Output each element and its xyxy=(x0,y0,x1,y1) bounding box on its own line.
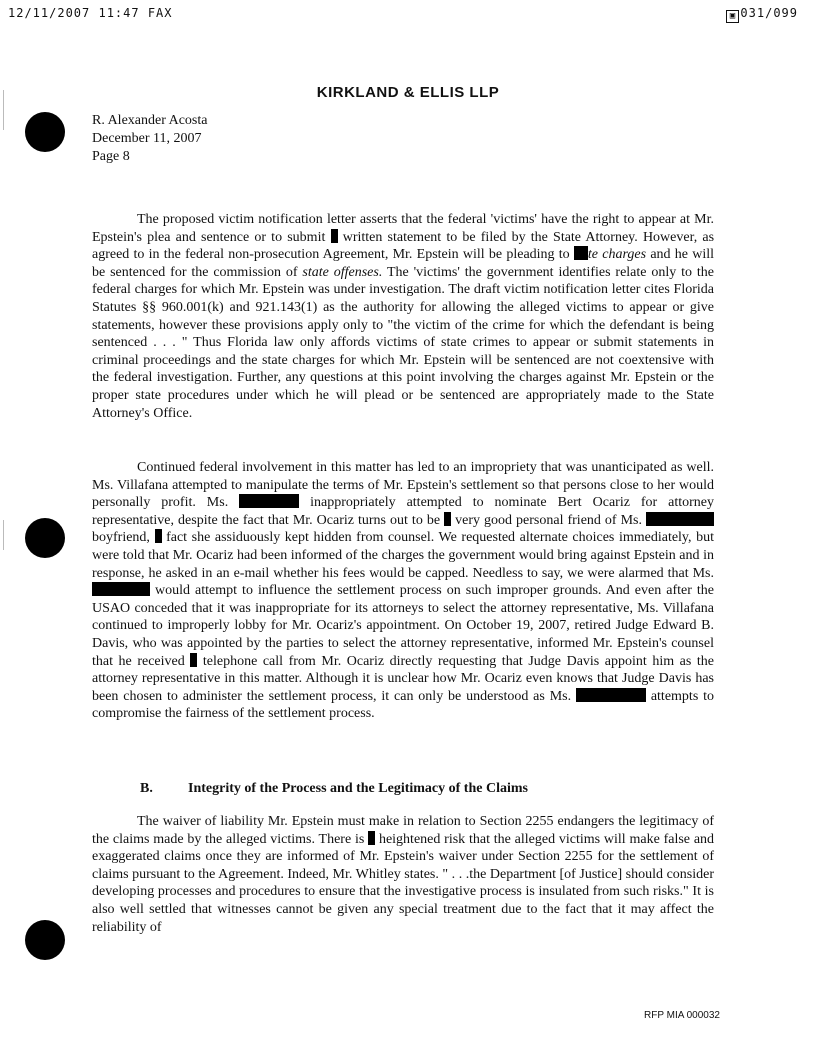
p2-text-1: Continued federal involvement in this matter has led to an impropriety that was unanticipated as well. Ms. Villafana attempted to manipulate the terms of Mr. Epstein's settlement so that persons close to her would personally profit. Ms. xyxy=(92,460,714,511)
page-number: Page 8 xyxy=(92,149,130,164)
p3-text-1: The waiver of liability Mr. Epstein must make in relation to Section 2255 endangers the legitimacy of the claims made by the alleged victims. There is xyxy=(92,814,714,847)
punch-hole xyxy=(25,112,65,152)
p1-text-1: The proposed victim notification letter asserts that the federal 'victims' have the right to appear at Mr. Epstein's plea and sentence or to submit xyxy=(92,212,714,245)
p1-italic-charges: te charges xyxy=(587,247,647,263)
redaction-block xyxy=(155,529,162,543)
punch-hole xyxy=(25,518,65,558)
redaction-block xyxy=(574,246,588,260)
redaction-block xyxy=(92,582,150,596)
p2-text-5: fact she assiduously kept hidden from counsel. We requested alternate choices immediately, but were told that Mr. Ocariz had been informed of the charges the government would bring against Epstein and in response, he asked in an e-mail whether his fees would be capped. Needless to say, we were alarmed that Ms. xyxy=(92,530,714,581)
punch-hole xyxy=(25,920,65,960)
p2-text-3: very good personal friend of Ms. xyxy=(455,512,643,528)
paragraph-victim-notification xyxy=(92,211,714,422)
fax-timestamp: 12/11/2007 11:47 FAX xyxy=(8,6,173,20)
p1-italic-offenses: state offenses. xyxy=(302,264,383,280)
fax-page-icon: ▣ xyxy=(726,10,739,23)
section-title: Integrity of the Process and the Legitimacy of the Claims xyxy=(188,781,528,796)
p2-text-4: boyfriend, xyxy=(92,530,150,546)
redaction-block xyxy=(444,512,451,526)
firm-letterhead: KIRKLAND & ELLIS LLP xyxy=(316,84,500,101)
fax-page-number: 031/099 xyxy=(740,6,798,20)
redaction-block xyxy=(239,494,299,508)
redaction-block xyxy=(576,688,646,702)
paragraph-waiver-of-liability xyxy=(92,813,714,936)
p1-text-4: The 'victims' the government identifies relate only to the federal charges for which Mr. Epstein was under investigation. The draft victim notification letter cites Florida Statutes §§ 960.001(k) and 921.143(1) as the authority for allowing the alleged victims to appear or give statements, however these provisions apply only to "the victim of the crime for which the defendant is being sentenced . . . " Thus Florida law only affords victims of state crimes to appear or submit statements in criminal proceedings and the state charges for which Mr. Epstein will be sentenced are not coextensive with the federal investigation. Further, any questions at this point involving the charges against Mr. Epstein or the proper state procedures under which he will plead or be sentenced are appropriately made to the State Attorney's Office. xyxy=(92,264,714,421)
paragraph-federal-involvement xyxy=(92,459,714,723)
redaction-block xyxy=(368,831,375,845)
redaction-block xyxy=(190,653,197,667)
bates-number: RFP MIA 000032 xyxy=(644,1010,720,1021)
letter-date: December 11, 2007 xyxy=(92,131,202,146)
p2-text-7: telephone call from Mr. Ocariz directly requesting that Judge Davis appoint him as the attorney representative in this matter. Although it is unclear how Mr. Ocariz even knows that Judge Davis has been chosen to administer the settlement process, it can only be understood as Ms. xyxy=(92,653,715,704)
scan-edge-mark xyxy=(3,520,4,550)
p1-text-3: and he will be sentenced for the commission of xyxy=(92,247,714,280)
p3-text-2: heightened risk that the alleged victims will make false and exaggerated claims once they are informed of Mr. Epstein's waiver under Section 2255 for the settlement of claims pursuant to the Agreement. Indeed, Mr. Whitley states. " . . .the Department [of Justice] should consider developing processes and procedures to ensure that the investigative process is insulated from such risks." It is also well settled that witnesses cannot be given any special treatment due to the fact that it may affect the reliability of xyxy=(92,831,715,935)
redaction-block xyxy=(646,512,714,526)
redaction-block xyxy=(331,229,338,243)
fax-page-counter xyxy=(726,6,798,23)
section-number: B. xyxy=(140,781,153,796)
p2-text-2: inappropriately attempted to nominate Bert Ocariz for attorney representative, despite the fact that Mr. Ocariz turns out to be xyxy=(92,495,715,528)
p1-text-2: written statement to be filed by the State Attorney. However, as agreed to in the federal non-prosecution Agreement, Mr. Epstein will be pleading to xyxy=(92,229,715,263)
p2-text-8: attempts to compromise the fairness of the settlement process. xyxy=(92,688,715,722)
section-heading xyxy=(140,781,528,797)
letter-header xyxy=(92,112,207,166)
p2-text-6: would attempt to influence the settlement process on such improper grounds. And even after the USAO conceded that it was inappropriate for its attorneys to select the attorney representative, Ms. Villafana continued to improperly lobby for Mr. Ocariz's appointment. On October 19, 2007, retired Judge Edward B. Davis, who was appointed by the parties to select the attorney representative, informed Mr. Epstein's counsel that he received xyxy=(92,583,715,669)
recipient-name: R. Alexander Acosta xyxy=(92,113,208,128)
